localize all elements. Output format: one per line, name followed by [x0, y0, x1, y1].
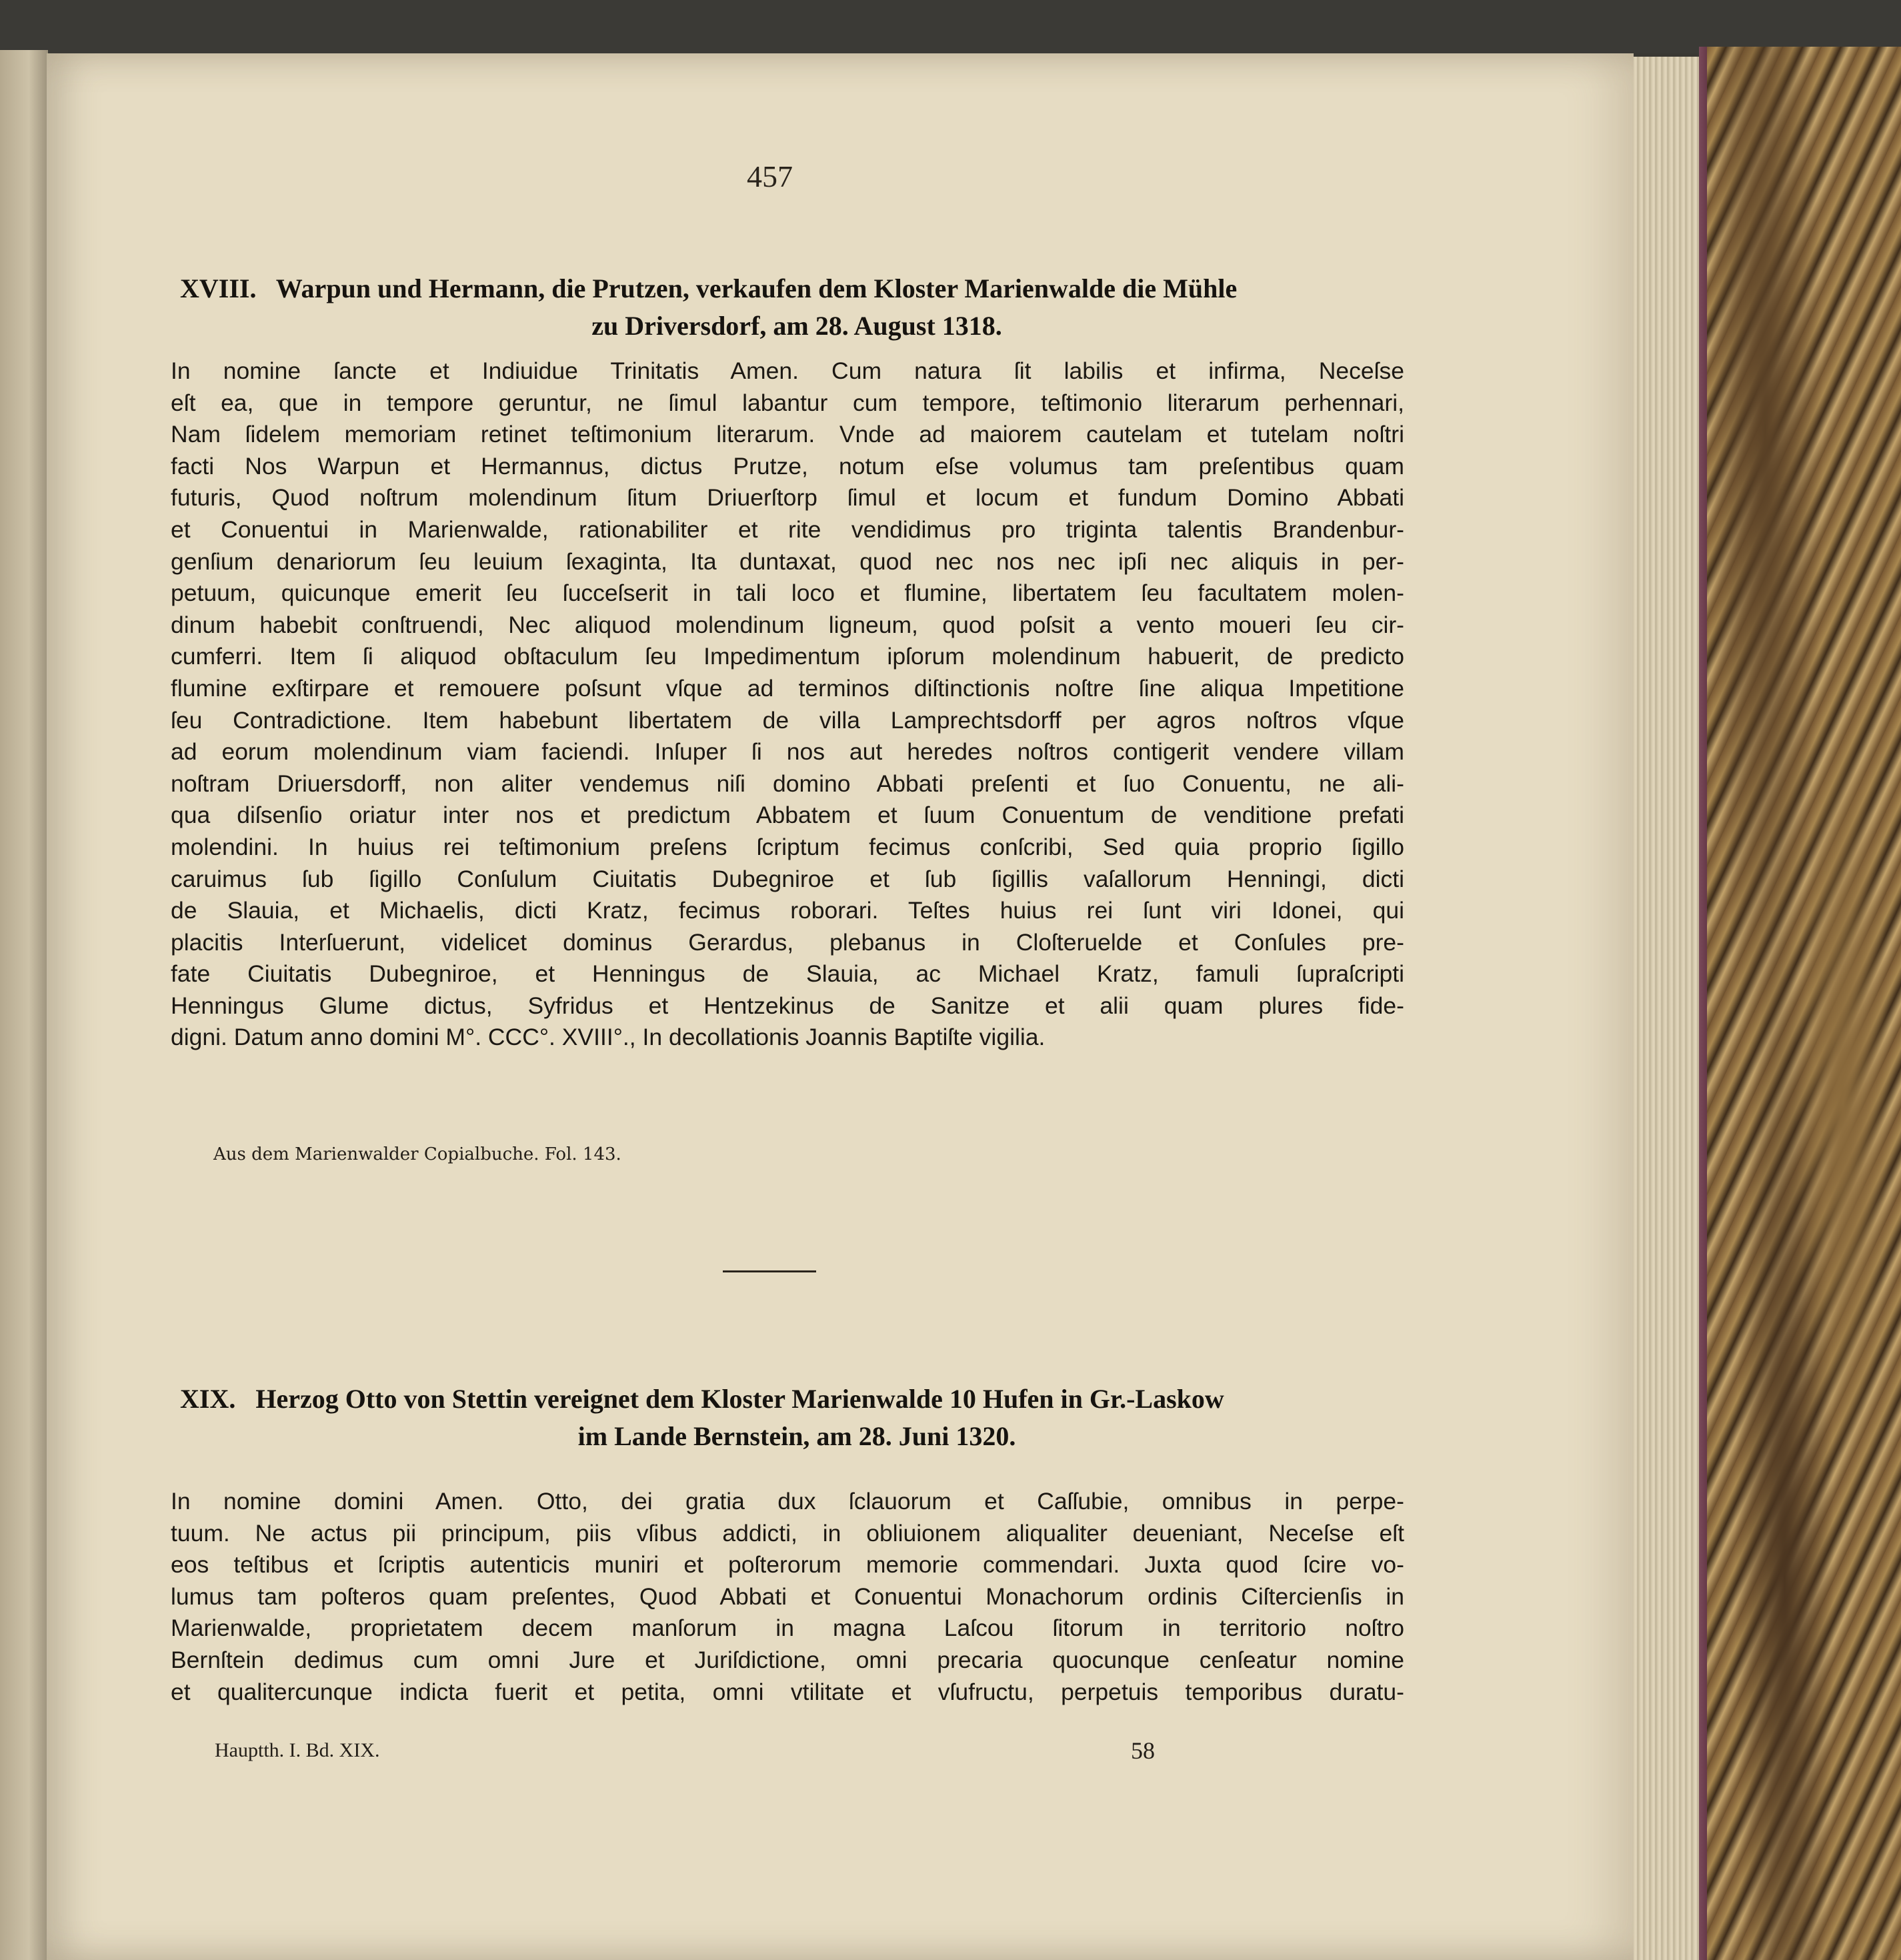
body-line: Henningus Glume dictus, Syfridus et Hentzekinus de Sanitze et alii quam plures fide-	[171, 992, 1404, 1019]
body-line: Bernſtein dedimus cum omni Jure et Juriſdictione, omni precaria quocunque cenſeatur nomine	[171, 1646, 1404, 1673]
doc18-body	[171, 355, 1404, 1054]
body-line: ſeu Contradictione. Item habebunt libertatem de villa Lamprechtsdorff per agros noſtros vſque	[171, 706, 1404, 734]
body-line: eſt ea, que in tempore geruntur, ne ſimul labantur cum tempore, teſtimonio literarum perhennari,	[171, 389, 1404, 416]
body-line: genſium denariorum ſeu leuium ſexaginta, Ita duntaxat, quod nec nos nec ipſi nec aliquis in per-	[171, 548, 1404, 575]
body-line: In nomine domini Amen. Otto, dei gratia dux ſclauorum et Caſſubie, omnibus in perpe-	[171, 1488, 1404, 1515]
body-line: flumine exſtirpare et remouere poſsunt vſque ad terminos diſtinctionis noſtre ſine aliqua Impetitione	[171, 674, 1404, 702]
doc19-roman-numeral: XIX.	[180, 1384, 236, 1414]
marbled-cover	[1707, 47, 1901, 1960]
body-line: digni. Datum anno domini M°. CCC°. XVIII°., In decollationis Joannis Baptiſte vigilia.	[171, 1024, 1046, 1051]
body-line: et qualitercunque indicta fuerit et petita, omni vtilitate et vſufructu, perpetuis temporibus duratu-	[171, 1678, 1404, 1705]
body-line: tuum. Ne actus pii principum, piis vſibus addicti, in obliuionem aliqualiter deueniant, Neceſse eſt	[171, 1519, 1404, 1547]
doc19-heading	[180, 1380, 1414, 1455]
doc18-title-line2: zu Driversdorf, am 28. August 1318.	[591, 311, 1002, 341]
doc18-title-line1: Warpun und Hermann, die Prutzen, verkaufen dem Kloster Marienwalde die Mühle	[275, 273, 1238, 303]
body-line: futuris, Quod noſtrum molendinum ſitum Driuerſtorp ſimul et locum et fundum Domino Abbati	[171, 484, 1404, 512]
doc18-roman-numeral: XVIII.	[180, 273, 257, 303]
body-line: eos teſtibus et ſcriptis autenticis muniri et poſterorum memorie commendari. Juxta quod ſcire vo-	[171, 1551, 1404, 1579]
scan-background-top	[0, 0, 1901, 53]
doc18-source-note: Aus dem Marienwalder Copialbuche. Fol. 143.	[213, 1144, 621, 1164]
body-line: molendini. In huius rei teſtimonium preſens ſcriptum fecimus conſcribi, Sed quia proprio ſigillo	[171, 833, 1404, 860]
doc18-heading	[180, 270, 1414, 345]
body-line: Nam ſidelem memoriam retinet teſtimonium literarum. Vnde ad maiorem cautelam et tutelam noſtri	[171, 421, 1404, 448]
body-line: placitis Interſuerunt, videlicet dominus Gerardus, plebanus in Cloſteruelde et Conſules pre-	[171, 928, 1404, 956]
body-line: qua diſsenſio oriatur inter nos et predictum Abbatem et ſuum Conuentum de venditione prefati	[171, 802, 1404, 829]
doc19-title-line2: im Lande Bernstein, am 28. Juni 1320.	[577, 1421, 1016, 1451]
footer-volume-ref: Hauptth. I. Bd. XIX.	[215, 1739, 380, 1761]
body-line: dinum habebit conſtruendi, Nec aliquod molendinum ligneum, quod poſsit a vento moueri ſeu cir-	[171, 611, 1404, 638]
body-line: lumus tam poſteros quam preſentes, Quod Abbati et Conuentui Monachorum ordinis Ciſtercienſis in	[171, 1583, 1404, 1610]
body-line: noſtram Driuersdorff, non aliter vendemus niſi domino Abbati preſenti et ſuo Conuentu, ne ali-	[171, 770, 1404, 797]
body-line: Marienwalde, proprietatem decem manſorum in magna Laſcou ſitorum in territorio noſtro	[171, 1615, 1404, 1642]
footer-signature: 58	[1131, 1737, 1155, 1764]
body-line: de Slauia, et Michaelis, dicti Kratz, fecimus roborari. Teſtes huius rei ſunt viri Idonei, qui	[171, 897, 1404, 924]
body-line: ad eorum molendinum viam faciendi. Inſuper ſi nos aut heredes noſtros contigerit vendere villam	[171, 738, 1404, 766]
page-number: 457	[747, 159, 793, 193]
body-line: petuum, quicunque emerit ſeu ſucceſserit in tali loco et flumine, libertatem ſeu facultatem molen-	[171, 580, 1404, 607]
doc19-body	[171, 1486, 1404, 1708]
section-divider	[723, 1270, 816, 1272]
doc19-title-line1: Herzog Otto von Stettin vereignet dem Kloster Marienwalde 10 Hufen in Gr.-Laskow	[255, 1384, 1224, 1414]
body-line: et Conuentui in Marienwalde, rationabiliter et rite vendidimus pro triginta talentis Brandenbur-	[171, 516, 1404, 543]
page-stack-edges	[1634, 57, 1707, 1960]
body-line: caruimus ſub ſigillo Conſulum Ciuitatis Dubegniroe et ſub ſigillis vaſallorum Henningi, dicti	[171, 865, 1404, 892]
body-line: facti Nos Warpun et Hermannus, dictus Prutze, notum eſse volumus tam preſentibus quam	[171, 452, 1404, 479]
body-line: In nomine ſancte et Indiuidue Trinitatis Amen. Cum natura ſit labilis et infirma, Neceſse	[171, 357, 1404, 384]
facing-page-edge	[0, 50, 48, 1960]
body-line: cumferri. Item ſi aliquod obſtaculum ſeu Impedimentum ipſorum molendinum habuerit, de predicto	[171, 643, 1404, 670]
body-line: fate Ciuitatis Dubegniroe, et Henningus de Slauia, ac Michael Kratz, famuli ſupraſcripti	[171, 960, 1404, 988]
